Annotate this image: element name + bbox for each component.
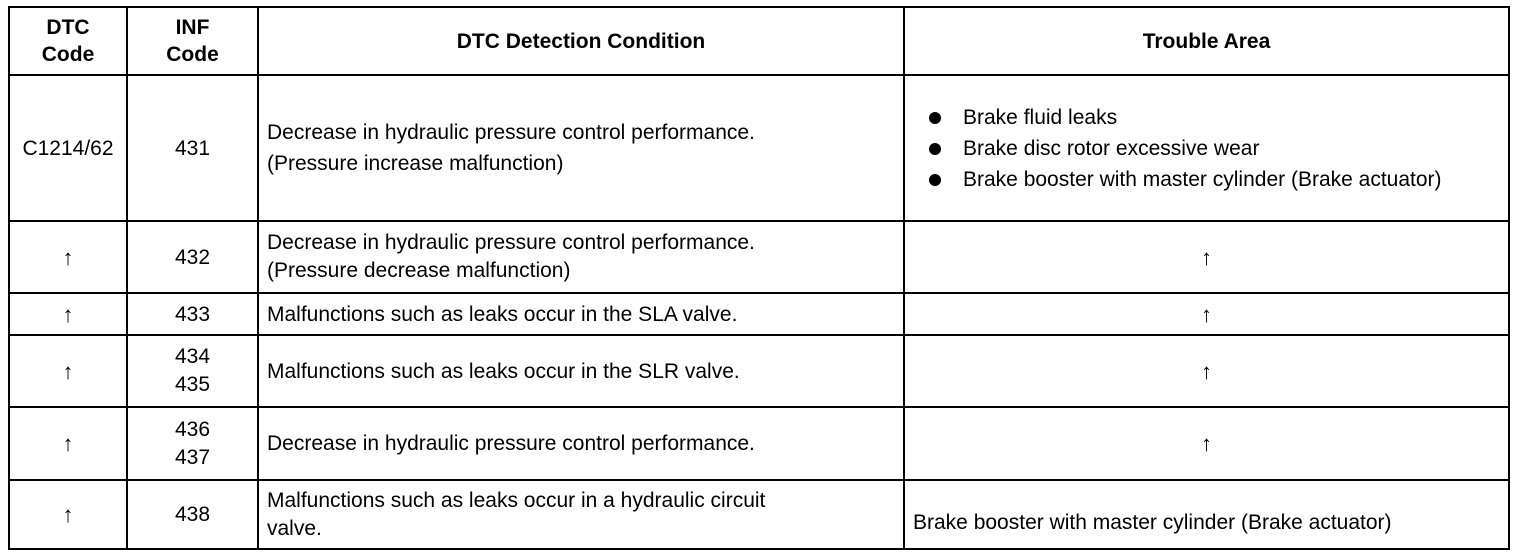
same-as-above-arrow-icon: ↑ — [904, 335, 1509, 407]
same-as-above-arrow-icon: ↑ — [904, 407, 1509, 480]
bullet-icon — [929, 143, 941, 155]
inf-code-cell: 433 — [127, 293, 258, 335]
detection-condition-cell: Decrease in hydraulic pressure control performance. (Pressure increase malfunction) — [258, 75, 904, 221]
same-as-above-arrow-icon: ↑ — [9, 293, 127, 335]
table-row — [9, 480, 1509, 549]
table-row — [9, 221, 1509, 293]
table-row — [9, 293, 1509, 335]
trouble-area-cell — [904, 75, 1509, 221]
list-item: Brake disc rotor excessive wear — [929, 133, 1500, 164]
bullet-icon — [929, 112, 941, 124]
detection-condition-cell: Decrease in hydraulic pressure control performance. (Pressure decrease malfunction) — [258, 221, 904, 293]
detection-condition-cell: Malfunctions such as leaks occur in a hydraulic circuit valve. — [258, 480, 904, 549]
list-item: Brake fluid leaks — [929, 102, 1500, 133]
same-as-above-arrow-icon: ↑ — [9, 221, 127, 293]
detection-condition-cell: Decrease in hydraulic pressure control performance. — [258, 407, 904, 480]
inf-code-cell: 432 — [127, 221, 258, 293]
inf-code-cell: 438 — [127, 480, 258, 549]
trouble-area-cell: Brake booster with master cylinder (Brake actuator) — [904, 480, 1509, 549]
list-item: Brake booster with master cylinder (Brake actuator) — [929, 164, 1500, 195]
same-as-above-arrow-icon: ↑ — [9, 335, 127, 407]
bullet-icon — [929, 174, 941, 186]
same-as-above-arrow-icon: ↑ — [9, 407, 127, 480]
inf-code-cell: 431 — [127, 75, 258, 221]
dtc-table — [8, 6, 1510, 550]
trouble-area-list — [913, 102, 1500, 195]
detection-condition-cell: Malfunctions such as leaks occur in the SLA valve. — [258, 293, 904, 335]
table-row — [9, 75, 1509, 221]
table-row — [9, 407, 1509, 480]
same-as-above-arrow-icon: ↑ — [9, 480, 127, 549]
inf-code-cell: 436 437 — [127, 407, 258, 480]
header-detection-condition: DTC Detection Condition — [258, 7, 904, 75]
header-dtc-code: DTC Code — [9, 7, 127, 75]
table-row — [9, 335, 1509, 407]
header-row — [9, 7, 1509, 75]
same-as-above-arrow-icon: ↑ — [904, 293, 1509, 335]
inf-code-cell: 434 435 — [127, 335, 258, 407]
detection-condition-cell: Malfunctions such as leaks occur in the SLR valve. — [258, 335, 904, 407]
header-trouble-area: Trouble Area — [904, 7, 1509, 75]
same-as-above-arrow-icon: ↑ — [904, 221, 1509, 293]
dtc-code-cell: C1214/62 — [9, 75, 127, 221]
header-inf-code: INF Code — [127, 7, 258, 75]
